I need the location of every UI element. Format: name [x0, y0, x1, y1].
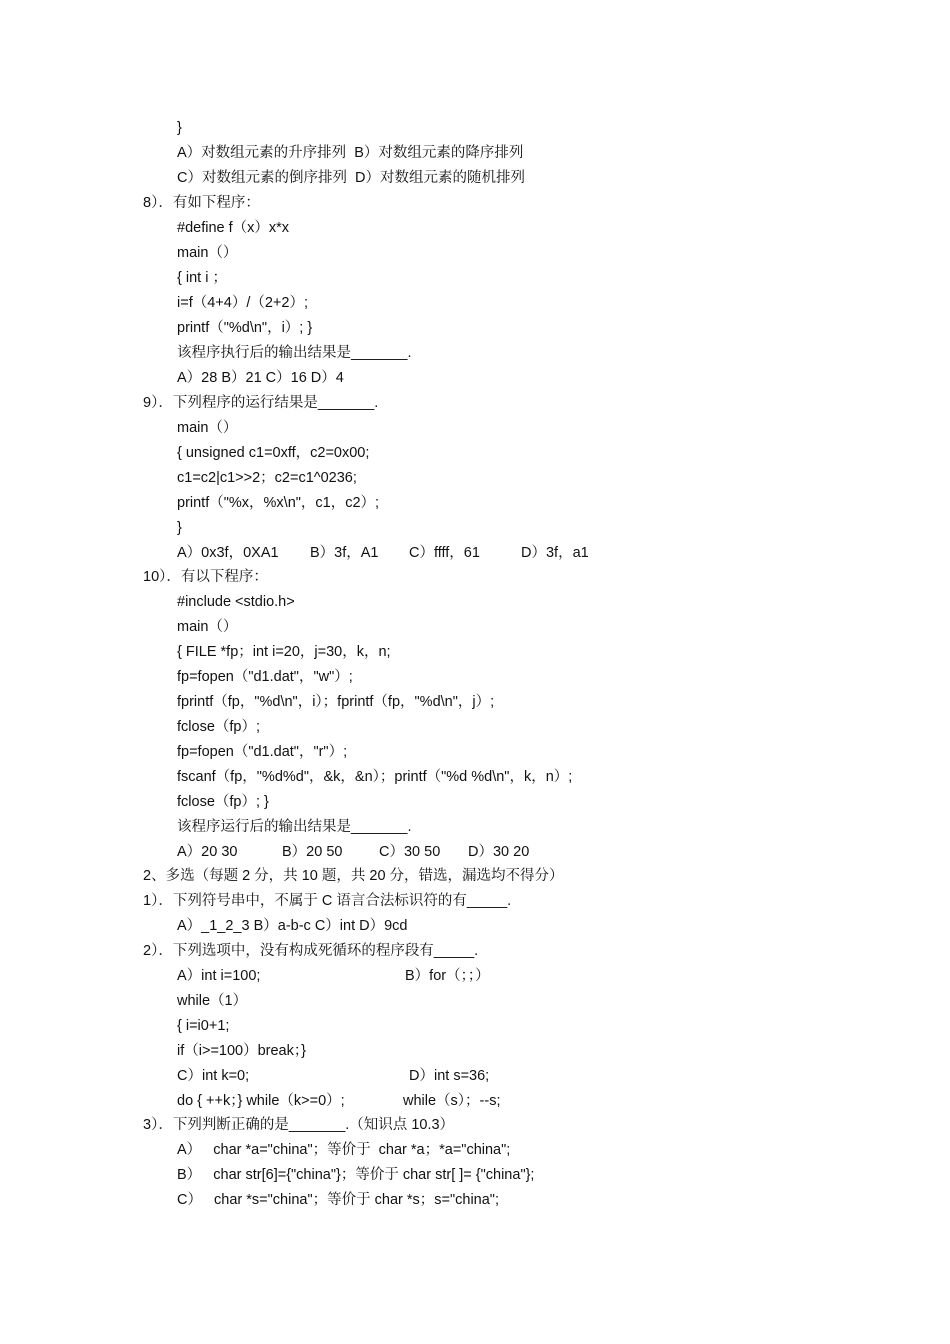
q10-code-line: fclose（fp）;: [177, 719, 260, 735]
q8-code-line: { int i ；: [177, 270, 227, 286]
q9-code-line: main（）: [177, 420, 238, 436]
q7-options-cd: C）对数组元素的倒序排列 D）对数组元素的随机排列: [177, 170, 525, 186]
q9-code-line: printf（"%x，%x\n"，c1，c2）;: [177, 495, 380, 511]
m2-code-line: if（i>=100）break；}: [177, 1043, 306, 1059]
m2-code-line: while（1）: [177, 993, 248, 1009]
q7-options-ab: A）对数组元素的升序排列 B）对数组元素的降序排列: [177, 145, 524, 161]
q10-prompt: 该程序运行后的输出结果是_______.: [177, 819, 412, 835]
q9-code-line: }: [177, 520, 182, 536]
q10-option-d: D）30 20: [468, 844, 530, 860]
q9-option-c: C）ffff，61: [409, 545, 480, 561]
m1-title: 1）．下列符号串中，不属于 C 语言合法标识符的有_____.: [143, 893, 512, 909]
q9-title: 9）．下列程序的运行结果是_______.: [143, 395, 379, 411]
m2-option-b-label: B）for（；；）: [405, 968, 490, 984]
q10-option-c: C）30 50: [379, 844, 441, 860]
m2-title: 2）．下列选项中，没有构成死循环的程序段有_____.: [143, 943, 479, 959]
m2-option-d-code: while（s）；--s;: [403, 1093, 501, 1109]
m2-code-line: { i=i0+1;: [177, 1018, 230, 1034]
q9-code-line: c1=c2|c1>>2；c2=c1^0236;: [177, 470, 357, 486]
m2-option-c-label: C）int k=0;: [177, 1068, 250, 1084]
m3-option: C） char *s="china"；等价于 char *s；s="china";: [177, 1192, 499, 1208]
m2-option-d-label: D）int s=36;: [409, 1068, 490, 1084]
m3-option: A） char *a="china"；等价于 char *a；*a="china";: [177, 1142, 511, 1158]
q10-code-line: #include <stdio.h>: [177, 594, 295, 610]
m3-title: 3）．下列判断正确的是_______.（知识点 10.3）: [143, 1117, 455, 1133]
section-heading: 2、多选（每题 2 分，共 10 题，共 20 分，错选，漏选均不得分）: [143, 868, 564, 884]
q10-code-line: fp=fopen（"d1.dat"，"r"）;: [177, 744, 348, 760]
q10-option-a: A）20 30: [177, 844, 238, 860]
q10-code-line: { FILE *fp；int i=20，j=30，k，n;: [177, 644, 391, 660]
q8-title: 8）．有如下程序：: [143, 195, 260, 211]
m1-options: A）_1_2_3 B）a-b-c C）int D）9cd: [177, 918, 408, 934]
q7-closing-brace: }: [177, 120, 182, 136]
q10-code-line: fp=fopen（"d1.dat"，"w"）;: [177, 669, 353, 685]
q8-code-line: main（）: [177, 245, 238, 261]
m2-option-a-label: A）int i=100;: [177, 968, 261, 984]
q8-code-line: printf（"%d\n"，i）; }: [177, 320, 313, 336]
q8-code-line: #define f（x）x*x: [177, 220, 290, 236]
q10-code-line: main（）: [177, 619, 238, 635]
q9-option-b: B）3f，A1: [310, 545, 379, 561]
m2-option-c-code: do { ++k；} while（k>=0）;: [177, 1093, 345, 1109]
q10-code-line: fclose（fp）; }: [177, 794, 269, 810]
m3-option: B） char str[6]={"china"}；等价于 char str[ ]= {"china"};: [177, 1167, 535, 1183]
q10-option-b: B）20 50: [282, 844, 343, 860]
q10-title: 10）．有以下程序：: [143, 569, 268, 585]
q10-code-line: fscanf（fp，"%d%d"，&k，&n）；printf（"%d %d\n"，k，n）;: [177, 769, 573, 785]
q9-option-a: A）0x3f，0XA1: [177, 545, 279, 561]
q8-code-line: i=f（4+4）/（2+2）;: [177, 295, 308, 311]
q9-code-line: { unsigned c1=0xff，c2=0x00;: [177, 445, 370, 461]
q8-options: A）28 B）21 C）16 D）4: [177, 370, 344, 386]
q9-option-d: D）3f，a1: [521, 545, 589, 561]
q8-prompt: 该程序执行后的输出结果是_______.: [177, 345, 412, 361]
q10-code-line: fprintf（fp，"%d\n"，i）；fprintf（fp，"%d\n"，j）;: [177, 694, 495, 710]
